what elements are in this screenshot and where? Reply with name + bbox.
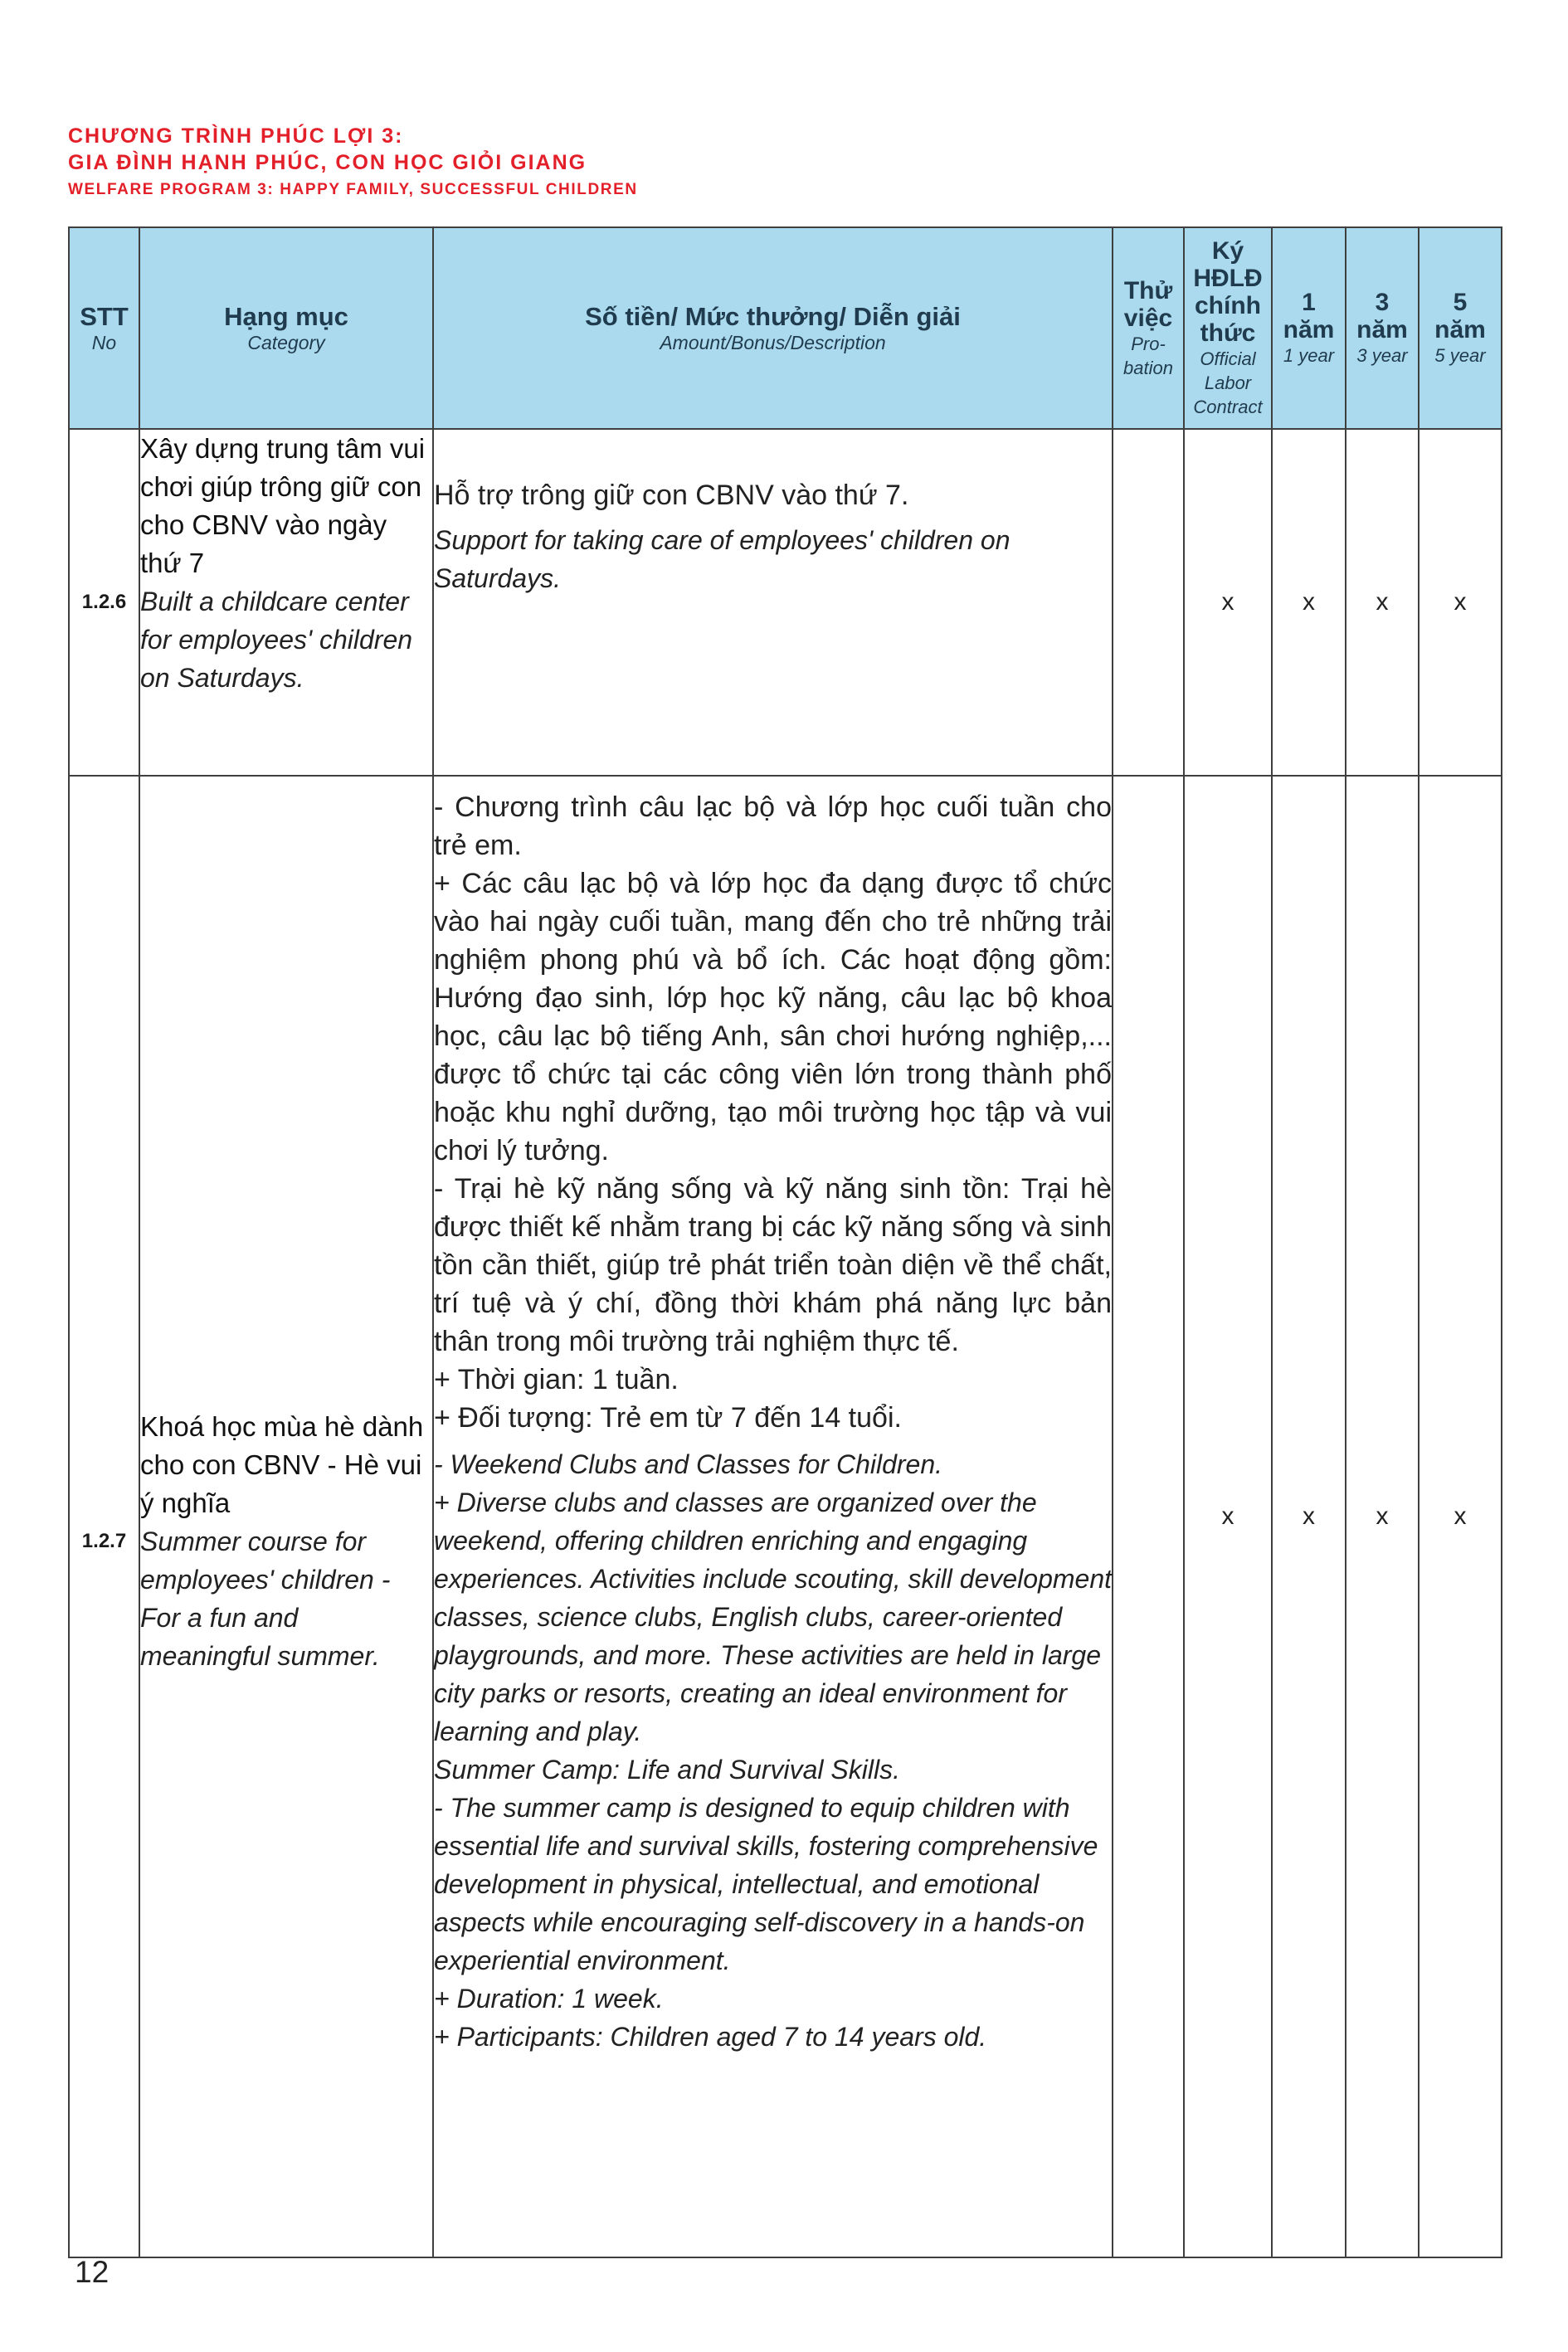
header-probation-en-2: bation (1123, 357, 1173, 378)
header-official-vi-3: chính (1195, 292, 1261, 319)
description-en-line: + Participants: Children aged 7 to 14 years old. (434, 2022, 987, 2052)
description-en-line: - Weekend Clubs and Classes for Children. (434, 1449, 943, 1479)
header-year3-en: 3 year (1356, 345, 1408, 366)
year-1-mark: x (1272, 429, 1346, 776)
official-contract-mark: x (1184, 776, 1272, 2257)
description-en (434, 521, 1112, 597)
description-vi-line: + Các câu lạc bộ và lớp học đa dạng được tổ chức vào hai ngày cuối tuần, mang đến cho trẻ những trải nghiệm phong phú và bổ ích. Các hoạt động gồm: Hướng đạo sinh, lớp học kỹ năng, câu lạc bộ khoa học, câu lạc bộ tiếng Anh, sân chơi hướng nghiệp,... được tổ chức tại các công viên lớn trong thành phố hoặc khu nghỉ dưỡng, tạo môi trường học tập và vui chơi lý tưởng. (434, 868, 1112, 1166)
description-vi (434, 788, 1112, 1437)
table-row (69, 776, 1502, 2257)
header-category-vi: Hạng mục (224, 301, 348, 331)
year-1-mark: x (1272, 776, 1346, 2257)
header-official-contract (1184, 227, 1272, 429)
header-probation-en-1: Pro- (1131, 333, 1166, 354)
description-vi-line: - Chương trình câu lạc bộ và lớp học cuối tuần cho trẻ em. (434, 791, 1112, 861)
header-year5-vi-2: năm (1434, 316, 1486, 343)
year-5-mark: x (1419, 429, 1502, 776)
header-official-en-2: Labor (1204, 373, 1252, 393)
category-en: Summer course for employees' children - For a fun and meaningful summer. (140, 1527, 391, 1671)
year-3-mark: x (1346, 429, 1419, 776)
header-probation-vi-2: việc (1123, 304, 1173, 332)
row-number: 1.2.6 (69, 429, 139, 776)
header-stt-en: No (91, 331, 117, 353)
row-category (139, 776, 433, 2257)
description-vi-line: Hỗ trợ trông giữ con CBNV vào thứ 7. (434, 480, 909, 511)
header-official-vi-1: Ký (1211, 237, 1244, 265)
header-year5-vi-1: 5 (1453, 289, 1468, 316)
row-number: 1.2.7 (69, 776, 139, 2257)
row-description (433, 776, 1113, 2257)
table-header-row (69, 227, 1502, 429)
header-probation-vi-1: Thử (1123, 276, 1173, 304)
probation-mark (1113, 429, 1184, 776)
heading-line-3-english: WELFARE PROGRAM 3: HAPPY FAMILY, SUCCESSFUL CHILDREN (68, 181, 638, 198)
official-contract-mark: x (1184, 429, 1272, 776)
header-year-5 (1419, 227, 1502, 429)
description-en-line: - The summer camp is designed to equip children with essential life and survival skills, fostering comprehensive development in physical, intellectual, and emotional aspects while encouraging self-discovery in a hands-on experiential environment. (434, 1793, 1098, 1975)
header-stt (69, 227, 139, 429)
description-en (434, 1445, 1112, 2056)
category-en: Built a childcare center for employees' children on Saturdays. (140, 587, 413, 693)
description-en-line: + Diverse clubs and classes are organized over the weekend, offering children enriching and engaging experiences. Activities include scouting, skill development classes, science clubs, English clubs, career-oriented playgrounds, and more. These activities are held in large city parks or resorts, creating an ideal environment for learning and play. (434, 1488, 1112, 1746)
header-year3-vi-1: 3 (1375, 289, 1390, 316)
header-year5-en: 5 year (1434, 345, 1486, 366)
header-year3-vi-2: năm (1356, 316, 1408, 343)
header-year1-en: 1 year (1283, 345, 1335, 366)
category-vi: Khoá học mùa hè dành cho con CBNV - Hè vui ý nghĩa (140, 1411, 424, 1518)
header-year-3 (1346, 227, 1419, 429)
description-vi-line: - Trại hè kỹ năng sống và kỹ năng sinh tồn: Trại hè được thiết kế nhằm trang bị các kỹ năng sống và sinh tồn cần thiết, giúp trẻ phát triển toàn diện về thể chất, trí tuệ và ý chí, đồng thời khám phá năng lực bản thân trong môi trường trải nghiệm thực tế. (434, 1173, 1112, 1357)
header-official-vi-4: thức (1200, 319, 1256, 347)
header-year1-vi-1: 1 (1302, 289, 1316, 316)
description-vi-line: + Thời gian: 1 tuần. (434, 1364, 679, 1395)
header-official-en-3: Contract (1193, 397, 1263, 417)
header-category-en: Category (247, 331, 325, 353)
header-probation (1113, 227, 1184, 429)
header-amount-vi: Số tiền/ Mức thưởng/ Diễn giải (585, 301, 961, 331)
header-amount-en: Amount/Bonus/Description (660, 331, 886, 353)
description-en-line: + Duration: 1 week. (434, 1984, 664, 2014)
heading-line-2: GIA ĐÌNH HẠNH PHÚC, CON HỌC GIỎI GIANG (68, 151, 587, 174)
header-year1-vi-2: năm (1283, 316, 1335, 343)
heading-line-1: CHƯƠNG TRÌNH PHÚC LỢI 3: (68, 124, 404, 148)
benefits-table (68, 226, 1502, 2258)
header-official-en-1: Official (1200, 348, 1256, 369)
category-vi: Xây dựng trung tâm vui chơi giúp trông giữ con cho CBNV vào ngày thứ 7 (140, 433, 426, 578)
row-category (139, 429, 433, 776)
probation-mark (1113, 776, 1184, 2257)
year-3-mark: x (1346, 776, 1419, 2257)
description-en-line: Summer Camp: Life and Survival Skills. (434, 1755, 900, 1785)
header-stt-vi: STT (80, 301, 129, 331)
year-5-mark: x (1419, 776, 1502, 2257)
row-description (433, 429, 1113, 776)
description-vi-line: + Đối tượng: Trẻ em từ 7 đến 14 tuổi. (434, 1402, 902, 1434)
description-en-line: Support for taking care of employees' children on Saturdays. (434, 525, 1010, 593)
program-heading (68, 123, 638, 202)
description-vi (434, 476, 1112, 514)
header-official-vi-2: HĐLĐ (1193, 265, 1263, 292)
header-year-1 (1272, 227, 1346, 429)
header-amount (433, 227, 1113, 429)
page-number: 12 (75, 2255, 110, 2289)
header-category (139, 227, 433, 429)
table-row (69, 429, 1502, 776)
